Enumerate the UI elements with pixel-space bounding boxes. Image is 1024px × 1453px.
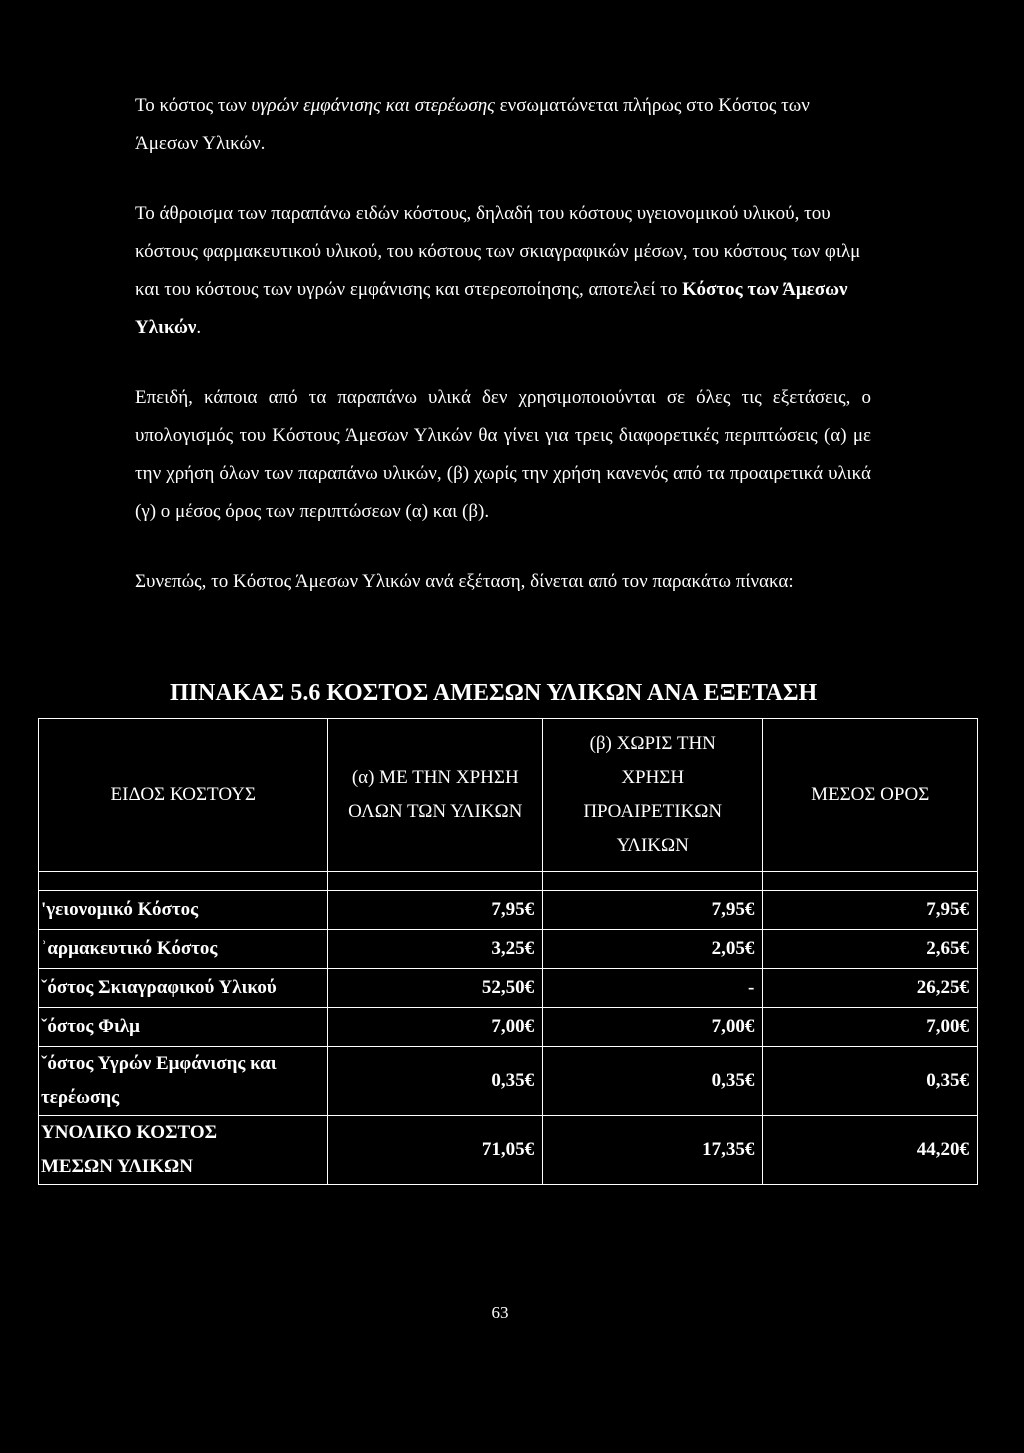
paragraph-text: Το κόστος των — [135, 95, 252, 116]
row-label-line: τερέωσης — [41, 1087, 120, 1108]
paragraph-cases: Επειδή, κάποια από τα παραπάνω υλικά δεν χρησιμοποιούνται σε όλες τις εξετάσεις, ο υπολογισμός του Κόστους Άμεσων Υλικών θα γίνει για τρεις διαφορετικές περιπτώσεις (α) με την χρήση όλων των παραπάνω υλικών, (β) χωρίς την χρήση κανενός από τα προαιρετικά υλικά (γ) ο μέσος όρος των περιπτώσεων (α) και (β). — [135, 387, 871, 522]
cell-average: 26,25€ — [763, 969, 978, 1008]
page-number: 63 — [491, 1303, 509, 1322]
paragraph-text: ενσωματώνεται πλήρως στο Κόστος των Άμεσων Υλικών. — [135, 95, 810, 154]
cell-case-b: 7,95€ — [543, 891, 763, 930]
paragraph-table-intro: Συνεπώς, το Κόστος Άμεσων Υλικών ανά εξέταση, δίνεται από τον παρακάτω πίνακα: — [135, 571, 794, 592]
table-row — [39, 1047, 978, 1116]
header-cost-type-label: ΕΙΔΟΣ ΚΟΣΤΟΥΣ — [110, 784, 256, 805]
header-average-label: ΜΕΣΟΣ ΟΡΟΣ — [811, 784, 930, 805]
gap-cell — [763, 872, 978, 891]
paragraph-strong: Κόστος των Άμεσων Υλικών — [135, 279, 848, 338]
table-row — [39, 1008, 978, 1047]
gap-cell — [39, 872, 328, 891]
row-label-line: ΥΝΟΛΙΚΟ ΚΟΣΤΟΣ — [41, 1122, 218, 1143]
header-case-b-line: ΥΛΙΚΩΝ — [616, 835, 689, 856]
header-case-b-line: (β) ΧΩΡΙΣ ΤΗΝ — [589, 733, 716, 754]
header-case-b-line: ΠΡΟΑΙΡΕΤΙΚΩΝ — [583, 801, 723, 822]
cell-case-b: 7,00€ — [543, 1008, 763, 1047]
row-label: ʾαρμακευτικό Κόστος — [39, 930, 328, 969]
cell-case-a: 7,95€ — [328, 891, 543, 930]
cell-case-a: 3,25€ — [328, 930, 543, 969]
paragraph-liquids-cost — [135, 87, 871, 163]
row-label: 'γειονομικό Κόστος — [39, 891, 328, 930]
cell-case-b: 2,05€ — [543, 930, 763, 969]
paragraph-sum-definition — [135, 195, 871, 347]
row-label — [39, 1047, 328, 1116]
cell-case-b: 17,35€ — [543, 1116, 763, 1185]
table-row — [39, 891, 978, 930]
cell-case-b: 0,35€ — [543, 1047, 763, 1116]
row-label — [39, 1116, 328, 1185]
header-case-b-line: ΧΡΗΣΗ — [621, 767, 685, 788]
header-case-a — [328, 719, 543, 872]
cell-average: 7,00€ — [763, 1008, 978, 1047]
table-row — [39, 930, 978, 969]
paragraph-text: . — [196, 317, 202, 338]
cell-case-a: 0,35€ — [328, 1047, 543, 1116]
cell-case-a: 7,00€ — [328, 1008, 543, 1047]
direct-materials-cost-table — [38, 718, 978, 1185]
cell-average: 44,20€ — [763, 1116, 978, 1185]
cell-average: 7,95€ — [763, 891, 978, 930]
cell-average: 2,65€ — [763, 930, 978, 969]
header-cost-type — [39, 719, 328, 872]
row-label-line: ˇόστος Υγρών Εμφάνισης και — [41, 1053, 277, 1074]
row-label: ˇόστος Φιλμ — [39, 1008, 328, 1047]
table-total-row — [39, 1116, 978, 1185]
gap-cell — [543, 872, 763, 891]
paragraph-text: Το άθροισμα των παραπάνω ειδών κόστους, δηλαδή του κόστους υγειονομικού υλικού, του κόστους φαρμακευτικού υλικού, του κόστους των σκιαγραφικών μέσων, του κόστους των φιλμ και του κόστους των υγρών εμφάνισης και στερεοποίησης, αποτελεί το — [135, 203, 861, 300]
gap-cell — [328, 872, 543, 891]
paragraph-emphasis: υγρών εμφάνισης και στερέωσης — [251, 95, 495, 116]
table-row — [39, 969, 978, 1008]
cell-average: 0,35€ — [763, 1047, 978, 1116]
cell-case-a: 52,50€ — [328, 969, 543, 1008]
header-case-a-line: ΟΛΩΝ ΤΩΝ ΥΛΙΚΩΝ — [348, 801, 523, 822]
header-case-a-line: (α) ΜΕ ΤΗΝ ΧΡΗΣΗ — [351, 767, 519, 788]
cell-case-b: - — [543, 969, 763, 1008]
row-label: ˇόστος Σκιαγραφικού Υλικού — [39, 969, 328, 1008]
table-header-row — [39, 719, 978, 872]
row-label-line: ΜΕΣΩΝ ΥΛΙΚΩΝ — [41, 1156, 193, 1177]
table-title: ΠΙΝΑΚΑΣ 5.6 ΚΟΣΤΟΣ ΑΜΕΣΩΝ ΥΛΙΚΩΝ ΑΝΑ ΕΞΕΤΑΣΗ — [170, 680, 818, 706]
cell-case-a: 71,05€ — [328, 1116, 543, 1185]
header-case-b — [543, 719, 763, 872]
table-gap-row — [39, 872, 978, 891]
header-average — [763, 719, 978, 872]
